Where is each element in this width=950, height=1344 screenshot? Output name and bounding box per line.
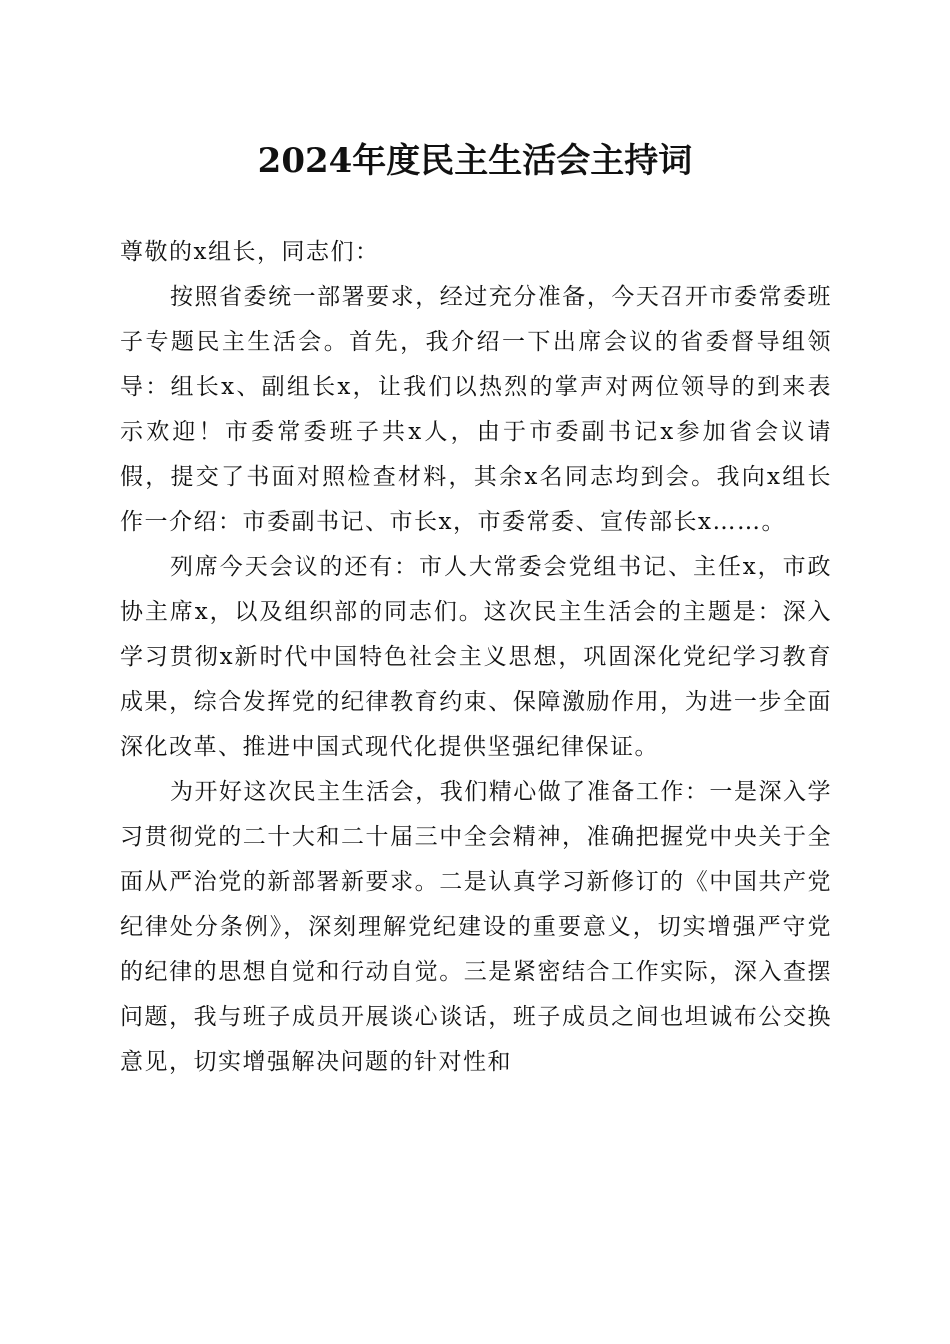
document-title: 2024年度民主生活会主持词 <box>257 141 693 181</box>
document-body <box>120 230 832 1085</box>
paragraph-1: 按照省委统一部署要求，经过充分准备，今天召开市委常委班子专题民主生活会。首先，我介绍一下出席会议的省委督导组领导：组长x、副组长x，让我们以热烈的掌声对两位领导的到来表示欢迎！市委常委班子共x人，由于市委副书记x参加省会议请假，提交了书面对照检查材料，其余x名同志均到会。我向x组长作一介绍：市委副书记、市长x，市委常委、宣传部长x……。 <box>120 284 832 535</box>
paragraph-3: 为开好这次民主生活会，我们精心做了准备工作：一是深入学习贯彻党的二十大和二十届三中全会精神，准确把握党中央关于全面从严治党的新部署新要求。二是认真学习新修订的《中国共产党纪律处分条例》，深刻理解党纪建设的重要意义，切实增强严守党的纪律的思想自觉和行动自觉。三是紧密结合工作实际，深入查摆问题，我与班子成员开展谈心谈话，班子成员之间也坦诚布公交换意见，切实增强解决问题的针对性和 <box>120 779 832 1075</box>
salutation: 尊敬的x组长，同志们： <box>120 239 380 265</box>
paragraph-2: 列席今天会议的还有：市人大常委会党组书记、主任x，市政协主席x，以及组织部的同志们。这次民主生活会的主题是：深入学习贯彻x新时代中国特色社会主义思想，巩固深化党纪学习教育成果，综合发挥党的纪律教育约束、保障激励作用，为进一步全面深化改革、推进中国式现代化提供坚强纪律保证。 <box>120 554 832 760</box>
